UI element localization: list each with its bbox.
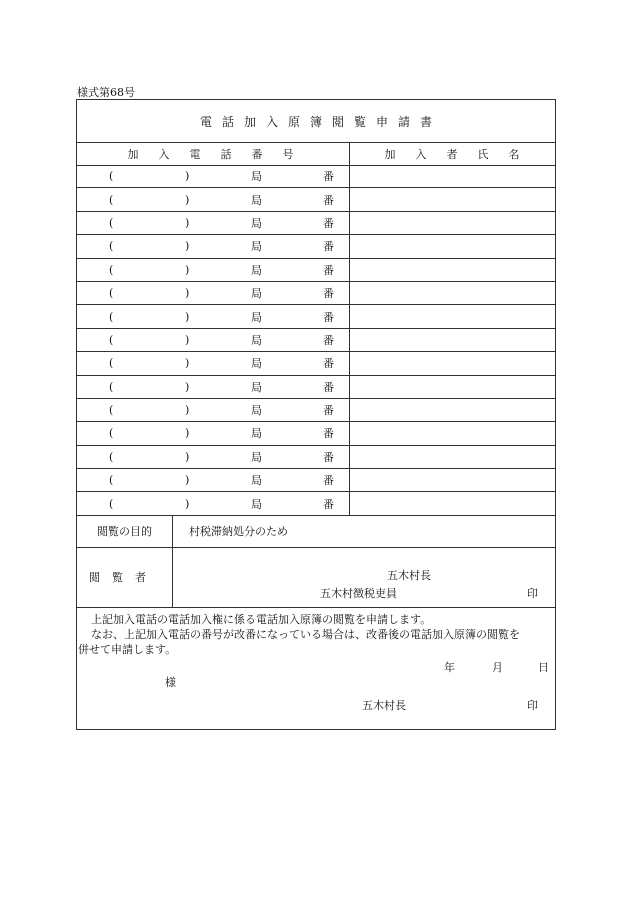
phone-rows: [77, 165, 555, 516]
phone-number-cell[interactable]: [77, 469, 350, 491]
close-paren: ): [185, 403, 190, 417]
header-subscriber-name: 加入者氏名: [384, 147, 540, 161]
table-row: [77, 399, 555, 422]
table-row: [77, 259, 555, 282]
phone-number-cell[interactable]: [77, 259, 350, 281]
close-paren: ): [185, 473, 190, 487]
subscriber-name-cell[interactable]: [351, 165, 555, 187]
close-paren: ): [185, 310, 190, 324]
subscriber-name-cell[interactable]: [351, 376, 555, 398]
exchange-label: 局: [251, 170, 262, 184]
phone-number-cell[interactable]: [77, 399, 350, 421]
close-paren: ): [185, 193, 190, 207]
exchange-label: 局: [251, 193, 262, 207]
number-label: 番: [323, 427, 334, 441]
number-label: 番: [323, 193, 334, 207]
open-paren: (: [109, 216, 114, 230]
viewer-role: 五木村徴税吏員: [320, 587, 397, 600]
table-row: [77, 188, 555, 211]
date-year: 年: [444, 661, 455, 674]
statement-line-1: 上記加入電話の電話加入権に係る電話加入原簿の閲覧を申請します。: [91, 613, 432, 626]
phone-number-cell[interactable]: [77, 188, 350, 210]
subscriber-name-cell[interactable]: [351, 188, 555, 210]
number-label: 番: [323, 333, 334, 347]
exchange-label: 局: [251, 240, 262, 254]
exchange-label: 局: [251, 310, 262, 324]
exchange-label: 局: [251, 333, 262, 347]
table-row: [77, 376, 555, 399]
purpose-row: [77, 515, 555, 548]
table-row: [77, 422, 555, 445]
number-label: 番: [323, 497, 334, 511]
purpose-value: 村税滞納処分のため: [189, 525, 288, 538]
date-day: 日: [538, 661, 549, 674]
close-paren: ): [185, 216, 190, 230]
exchange-label: 局: [251, 263, 262, 277]
open-paren: (: [109, 356, 114, 370]
subscriber-name-cell[interactable]: [351, 399, 555, 421]
viewer-title: 五木村長: [387, 569, 431, 582]
open-paren: (: [109, 426, 114, 440]
open-paren: (: [109, 333, 114, 347]
exchange-label: 局: [251, 427, 262, 441]
subscriber-name-cell[interactable]: [351, 282, 555, 304]
number-label: 番: [323, 474, 334, 488]
phone-number-cell[interactable]: [77, 446, 350, 468]
open-paren: (: [109, 310, 114, 324]
close-paren: ): [185, 380, 190, 394]
viewer-role-line: [173, 585, 555, 599]
number-label: 番: [323, 240, 334, 254]
table-row: [77, 329, 555, 352]
table-row: [77, 305, 555, 328]
close-paren: ): [185, 426, 190, 440]
number-label: 番: [323, 357, 334, 371]
addressee-honorific: 様: [165, 676, 176, 689]
table-row: [77, 446, 555, 469]
close-paren: ): [185, 169, 190, 183]
open-paren: (: [109, 193, 114, 207]
subscriber-name-cell[interactable]: [351, 492, 555, 514]
table-row: [77, 212, 555, 235]
subscriber-name-cell[interactable]: [351, 212, 555, 234]
close-paren: ): [185, 239, 190, 253]
exchange-label: 局: [251, 404, 262, 418]
exchange-label: 局: [251, 357, 262, 371]
number-label: 番: [323, 450, 334, 464]
application-statement: [77, 612, 555, 657]
exchange-label: 局: [251, 497, 262, 511]
number-label: 番: [323, 380, 334, 394]
phone-number-cell[interactable]: [77, 165, 350, 187]
table-row: [77, 165, 555, 188]
exchange-label: 局: [251, 474, 262, 488]
statement-line-2: なお、上記加入電話の番号が改番になっている場合は、改番後の電話加入原簿の閲覧を: [91, 628, 520, 641]
subscriber-name-cell[interactable]: [351, 352, 555, 374]
close-paren: ): [185, 263, 190, 277]
open-paren: (: [109, 169, 114, 183]
subscriber-name-cell[interactable]: [351, 422, 555, 444]
close-paren: ): [185, 356, 190, 370]
exchange-label: 局: [251, 450, 262, 464]
number-label: 番: [323, 216, 334, 230]
number-label: 番: [323, 310, 334, 324]
header-phone-number: 加入電話番号: [77, 142, 350, 165]
open-paren: (: [109, 380, 114, 394]
open-paren: (: [109, 263, 114, 277]
exchange-label: 局: [251, 287, 262, 301]
phone-number-cell[interactable]: [77, 212, 350, 234]
phone-number-cell[interactable]: [77, 235, 350, 257]
subscriber-name-cell[interactable]: [351, 469, 555, 491]
table-header: [77, 142, 555, 166]
table-row: [77, 235, 555, 258]
title-row: [77, 100, 555, 143]
phone-number-cell[interactable]: [77, 422, 350, 444]
number-label: 番: [323, 287, 334, 301]
signer-line: [77, 697, 555, 711]
phone-number-cell[interactable]: [77, 492, 350, 514]
subscriber-name-cell[interactable]: [351, 305, 555, 327]
table-row: [77, 352, 555, 375]
application-form: [76, 99, 556, 730]
viewer-row: [77, 547, 555, 608]
phone-number-cell[interactable]: [77, 282, 350, 304]
subscriber-name-cell[interactable]: [351, 329, 555, 351]
close-paren: ): [185, 286, 190, 300]
signer-name: 五木村長: [362, 699, 406, 712]
form-number: 様式第68号: [77, 86, 135, 99]
close-paren: ): [185, 450, 190, 464]
statement-line-3: 併せて申請します。: [78, 643, 177, 656]
close-paren: ): [185, 333, 190, 347]
table-row: [77, 282, 555, 305]
viewer-info: [173, 567, 555, 599]
table-row: [77, 469, 555, 492]
phone-number-cell[interactable]: [77, 376, 350, 398]
form-title: 電話加入原簿閲覧申請書: [199, 114, 442, 129]
table-row: [77, 492, 555, 515]
subscriber-name-cell[interactable]: [351, 235, 555, 257]
open-paren: (: [109, 403, 114, 417]
number-label: 番: [323, 170, 334, 184]
phone-number-cell[interactable]: [77, 305, 350, 327]
purpose-label: 閲覧の目的: [77, 515, 173, 547]
subscriber-name-cell[interactable]: [351, 259, 555, 281]
open-paren: (: [109, 497, 114, 511]
open-paren: (: [109, 450, 114, 464]
number-label: 番: [323, 263, 334, 277]
subscriber-name-cell[interactable]: [351, 446, 555, 468]
signer-seal: 印: [527, 699, 538, 712]
exchange-label: 局: [251, 216, 262, 230]
number-label: 番: [323, 404, 334, 418]
exchange-label: 局: [251, 380, 262, 394]
close-paren: ): [185, 497, 190, 511]
viewer-seal: 印: [527, 587, 538, 600]
open-paren: (: [109, 286, 114, 300]
phone-number-cell[interactable]: [77, 352, 350, 374]
phone-number-cell[interactable]: [77, 329, 350, 351]
date-line: [77, 659, 555, 673]
open-paren: (: [109, 473, 114, 487]
open-paren: (: [109, 239, 114, 253]
date-month: 月: [492, 661, 503, 674]
viewer-label: 閲覧者: [77, 547, 173, 607]
